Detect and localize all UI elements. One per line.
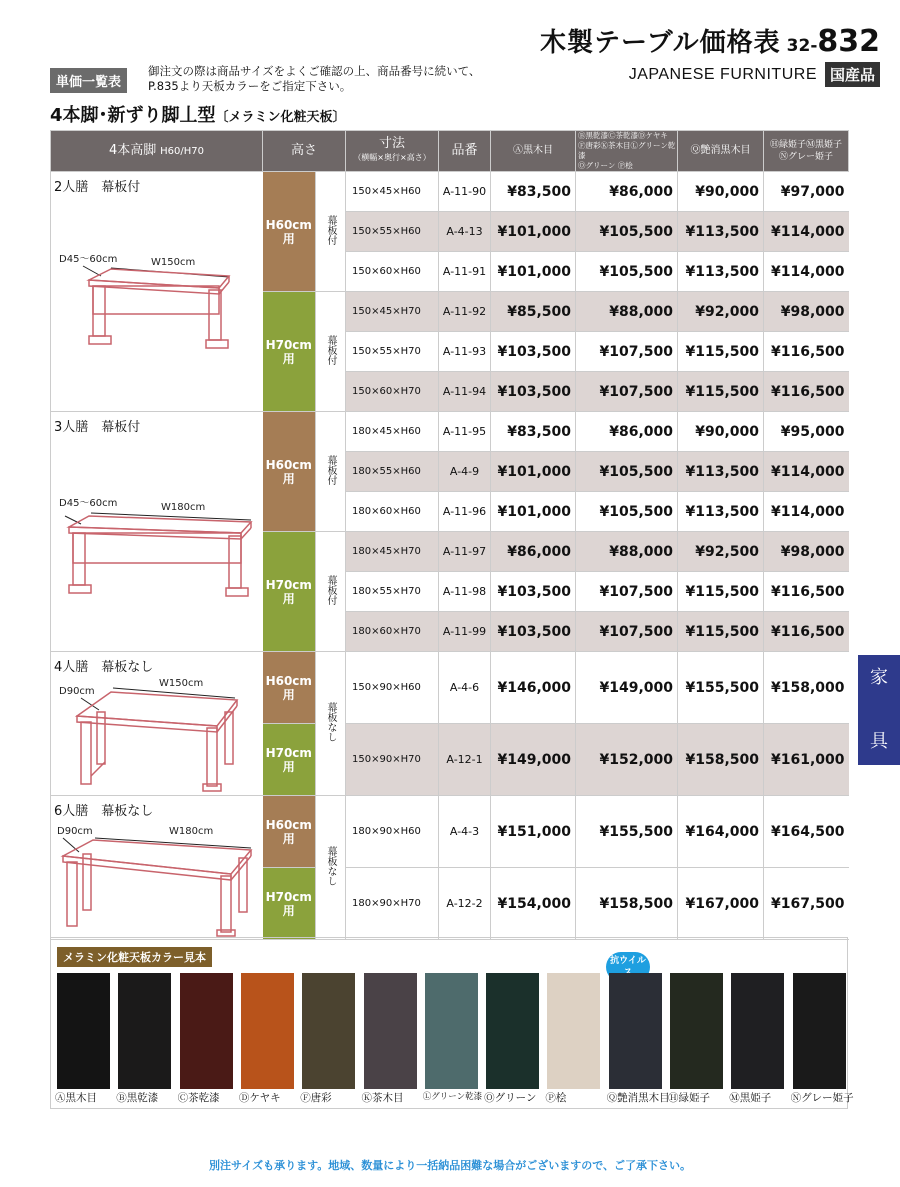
price-h: ¥97,000 [764,172,849,212]
header-item-small: H60/H70 [160,146,204,157]
maku-label: 幕板付 [325,335,336,365]
item-name: 4人膳 幕板なし [54,660,154,675]
price-a: ¥101,000 [491,252,576,292]
maku-cell [316,652,346,796]
item-name: 6人膳 幕板なし [54,804,154,819]
section-title-mark: 丄 [179,105,198,126]
price-a: ¥146,000 [491,652,576,724]
pid-cell: A-11-93 [439,332,491,372]
price-b: ¥105,500 [576,452,678,492]
swatch-11 [670,973,723,1089]
price-h: ¥158,000 [764,652,849,724]
dim-depth-line [65,516,81,524]
price-h: ¥114,000 [764,452,849,492]
maku-cell [316,292,346,412]
price-a: ¥103,500 [491,572,576,612]
price-a: ¥103,500 [491,372,576,412]
pid-cell: A-11-94 [439,372,491,412]
price-q: ¥115,500 [678,612,764,652]
swatch-label: Ⓒ茶乾漆 [177,1092,220,1104]
price-q: ¥158,500 [678,724,764,796]
price-b: ¥88,000 [576,292,678,332]
order-note-line-2: P.835より天板カラーをご指定下さい。 [148,79,352,93]
page-number: 832 [817,24,880,59]
item-cell-2p [51,172,263,412]
price-a: ¥103,500 [491,332,576,372]
dim-depth-label: D90cm [59,686,95,697]
size-cell: 150×55×H70 [346,332,439,372]
swatch-label: Ⓕ唐彩 [300,1092,332,1104]
swatch-title: メラミン化粧天板カラー見本 [57,947,212,967]
dim-width-label: W150cm [151,257,196,268]
price-q: ¥90,000 [678,412,764,452]
table-outline [69,516,251,596]
swatch-1 [57,973,110,1089]
price-q: ¥90,000 [678,172,764,212]
size-cell: 180×90×H60 [346,796,439,868]
brand-line [629,62,880,87]
price-q: ¥113,500 [678,252,764,292]
price-a: ¥101,000 [491,492,576,532]
height-h70 [263,868,316,940]
section-title-sub: 〔メラミン化粧天板〕 [215,110,346,125]
height-h70-label: H70cm [265,889,312,904]
dim-width-line [95,838,251,848]
swatch-label: Ⓟ桧 [545,1092,567,1104]
price-b: ¥86,000 [576,172,678,212]
table-header-row [51,131,849,172]
size-cell: 150×60×H70 [346,372,439,412]
swatch-2 [118,973,171,1089]
side-tab-char-1: 家 [870,667,888,688]
item-cell-4p [51,652,263,796]
price-h: ¥116,500 [764,332,849,372]
maku-label: 幕板付 [325,575,336,605]
height-h70 [263,292,316,412]
maku-label: 幕板なし [325,702,336,742]
size-cell: 150×90×H60 [346,652,439,724]
price-b: ¥152,000 [576,724,678,796]
height-yo: 用 [282,687,295,702]
pid-cell: A-11-95 [439,412,491,452]
brand-name: JAPANESE FURNITURE [628,65,817,83]
price-q: ¥115,500 [678,572,764,612]
pid-cell: A-11-97 [439,532,491,572]
pid-cell: A-12-2 [439,868,491,940]
size-cell: 180×45×H70 [346,532,439,572]
price-h: ¥98,000 [764,292,849,332]
swatch-label: Ⓐ黒木目 [55,1092,97,1104]
price-h: ¥114,000 [764,252,849,292]
price-b: ¥149,000 [576,652,678,724]
height-h70 [263,532,316,652]
price-b: ¥107,500 [576,572,678,612]
price-b: ¥105,500 [576,492,678,532]
price-b: ¥88,000 [576,532,678,572]
price-b: ¥105,500 [576,212,678,252]
pid-cell: A-11-91 [439,252,491,292]
height-h60 [263,412,316,532]
price-q: ¥164,000 [678,796,764,868]
color-swatch-panel [50,937,854,1109]
header-size-small: （横幅×奥行×高さ） [353,153,431,162]
category-side-tab [858,655,900,765]
anti-virus-line-1: 抗ウイル [610,956,646,966]
price-a: ¥86,000 [491,532,576,572]
height-yo: 用 [282,471,295,486]
pid-cell: A-11-98 [439,572,491,612]
price-h: ¥116,500 [764,372,849,412]
dim-width-label: W180cm [169,826,214,837]
swatch-3 [180,973,233,1089]
swatch-label: Ⓗ緑姫子 [668,1092,710,1104]
dim-width-label: W150cm [159,678,204,689]
header-col-b-1: Ⓑ黒乾漆Ⓒ茶乾漆Ⓓケヤキ [578,131,668,140]
price-h: ¥164,500 [764,796,849,868]
swatch-8 [486,973,539,1089]
price-b: ¥107,500 [576,332,678,372]
size-cell: 180×60×H60 [346,492,439,532]
size-cell: 150×45×H60 [346,172,439,212]
header-size-label: 寸法 [379,136,406,151]
price-h: ¥98,000 [764,532,849,572]
swatch-label: Ⓚ茶木目 [361,1092,404,1104]
height-h70-label: H70cm [265,337,312,352]
pid-cell: A-11-90 [439,172,491,212]
swatch-12 [731,973,784,1089]
dim-depth-label: D90cm [57,826,93,837]
table-outline [63,840,251,936]
swatch-label: Ⓠ艶消黒木目 [606,1092,670,1104]
price-q: ¥155,500 [678,652,764,724]
price-a: ¥83,500 [491,412,576,452]
price-a: ¥101,000 [491,452,576,492]
price-h: ¥167,500 [764,868,849,940]
domestic-badge: 国産品 [825,62,880,87]
swatch-13 [793,973,846,1089]
price-q: ¥113,500 [678,452,764,492]
pid-cell: A-4-3 [439,796,491,868]
page-title: 木製テーブル価格表 [539,28,781,58]
swatch-label: Ⓞグリーン [484,1092,537,1104]
price-q: ¥115,500 [678,332,764,372]
table-drawing-6p [51,796,263,940]
dim-depth-label: D45～60cm [59,254,118,265]
header-col-h [764,131,849,172]
order-note [148,64,480,94]
maku-cell [316,532,346,652]
order-note-line-1: 御注文の際は商品サイズをよくご確認の上、商品番号に続いて、 [148,64,481,78]
dim-depth-line [63,838,79,852]
maku-cell [316,412,346,532]
table-drawing-3p [51,412,263,652]
pid-cell: A-11-92 [439,292,491,332]
height-yo: 用 [282,591,295,606]
dim-depth-line [81,698,99,710]
pid-cell: A-12-1 [439,724,491,796]
price-a: ¥149,000 [491,724,576,796]
price-list-badge: 単価一覧表 [50,68,127,93]
size-cell: 150×55×H60 [346,212,439,252]
table-drawing-2p [51,172,263,412]
swatch-label: Ⓛグリーン乾漆 [422,1092,483,1102]
price-h: ¥114,000 [764,212,849,252]
size-cell: 180×60×H70 [346,612,439,652]
pid-cell: A-4-6 [439,652,491,724]
dim-width-label: W180cm [161,502,206,513]
price-q: ¥92,000 [678,292,764,332]
page-header [540,22,880,59]
section-title-type: 型 [197,105,216,126]
footer-note: 別注サイズも承ります。地域、数量により一括納品困難な場合がございますので、ご了承下さい。 [208,1159,692,1172]
dim-depth-label: D45～60cm [59,498,118,509]
price-a: ¥101,000 [491,212,576,252]
table-row [51,796,849,868]
swatch-9 [547,973,600,1089]
height-yo: 用 [282,351,295,366]
header-item-label: 4本高脚 [109,143,157,158]
header-col-b-2: Ⓕ唐彩Ⓚ茶木目Ⓛグリーン乾漆 [578,141,676,160]
height-h60-label: H60cm [265,457,312,472]
height-yo: 用 [282,759,295,774]
size-cell: 150×90×H70 [346,724,439,796]
height-h70-label: H70cm [265,577,312,592]
size-cell: 180×45×H60 [346,412,439,452]
price-b: ¥86,000 [576,412,678,452]
price-a: ¥103,500 [491,612,576,652]
header-col-h-2: Ⓝグレー姫子 [779,152,834,162]
height-h60 [263,796,316,868]
swatch-10 [609,973,662,1089]
size-cell: 150×45×H70 [346,292,439,332]
price-b: ¥107,500 [576,612,678,652]
header-pid: 品番 [439,131,491,172]
swatch-label: Ⓝグレー姫子 [790,1092,854,1104]
header-item [51,131,263,172]
price-h: ¥116,500 [764,612,849,652]
swatch-7 [425,973,478,1089]
price-a: ¥151,000 [491,796,576,868]
section-title-main: 4本脚･新ずり脚 [50,105,180,126]
height-h60-label: H60cm [265,817,312,832]
header-col-b [576,131,678,172]
dim-depth-line [83,266,101,276]
item-name: 2人膳 幕板付 [54,180,141,195]
size-cell: 150×60×H60 [346,252,439,292]
swatch-label: Ⓜ黒姫子 [729,1092,772,1104]
swatch-4 [241,973,294,1089]
price-q: ¥115,500 [678,372,764,412]
price-b: ¥158,500 [576,868,678,940]
pid-cell: A-11-99 [439,612,491,652]
table-outline [89,269,229,348]
size-cell: 180×55×H70 [346,572,439,612]
price-q: ¥167,000 [678,868,764,940]
maku-label: 幕板付 [325,455,336,485]
table-row [51,172,849,212]
table-row [51,652,849,724]
size-cell: 180×90×H70 [346,868,439,940]
price-h: ¥114,000 [764,492,849,532]
side-tab-char-2: 具 [870,731,888,752]
height-yo: 用 [282,903,295,918]
height-h60 [263,652,316,724]
pid-cell: A-11-96 [439,492,491,532]
pid-cell: A-4-13 [439,212,491,252]
maku-cell [316,796,346,940]
item-cell-3p [51,412,263,652]
price-q: ¥113,500 [678,212,764,252]
height-h60-label: H60cm [265,217,312,232]
price-h: ¥116,500 [764,572,849,612]
price-a: ¥83,500 [491,172,576,212]
height-h60-label: H60cm [265,673,312,688]
header-col-h-1: Ⓗ緑姫子Ⓜ黒姫子 [770,140,843,150]
table-drawing-4p [51,652,263,796]
price-a: ¥85,500 [491,292,576,332]
swatch-label: Ⓓケヤキ [238,1092,281,1104]
swatch-5 [302,973,355,1089]
header-col-a: Ⓐ黒木目 [491,131,576,172]
price-h: ¥95,000 [764,412,849,452]
section-title [50,101,346,127]
table-row [51,412,849,452]
height-yo: 用 [282,831,295,846]
price-a: ¥154,000 [491,868,576,940]
height-h70 [263,724,316,796]
price-b: ¥105,500 [576,252,678,292]
price-b: ¥107,500 [576,372,678,412]
item-name: 3人膳 幕板付 [54,420,141,435]
pid-cell: A-4-9 [439,452,491,492]
price-q: ¥113,500 [678,492,764,532]
size-cell: 180×55×H60 [346,452,439,492]
header-col-b-3: Ⓞグリーン Ⓟ桧 [578,161,633,170]
page-prefix: 32- [786,36,818,56]
header-height: 高さ [263,131,346,172]
header-col-q: Ⓠ艶消黒木目 [678,131,764,172]
height-h60 [263,172,316,292]
price-b: ¥155,500 [576,796,678,868]
height-h70-label: H70cm [265,745,312,760]
height-yo: 用 [282,231,295,246]
header-size [346,131,439,172]
maku-label: 幕板付 [325,215,336,245]
swatch-label: Ⓑ黒乾漆 [116,1092,159,1104]
maku-label: 幕板なし [325,846,336,886]
swatch-6 [364,973,417,1089]
price-h: ¥161,000 [764,724,849,796]
maku-cell [316,172,346,292]
price-q: ¥92,500 [678,532,764,572]
price-table [50,130,849,940]
table-outline [77,692,237,791]
item-cell-6p [51,796,263,940]
